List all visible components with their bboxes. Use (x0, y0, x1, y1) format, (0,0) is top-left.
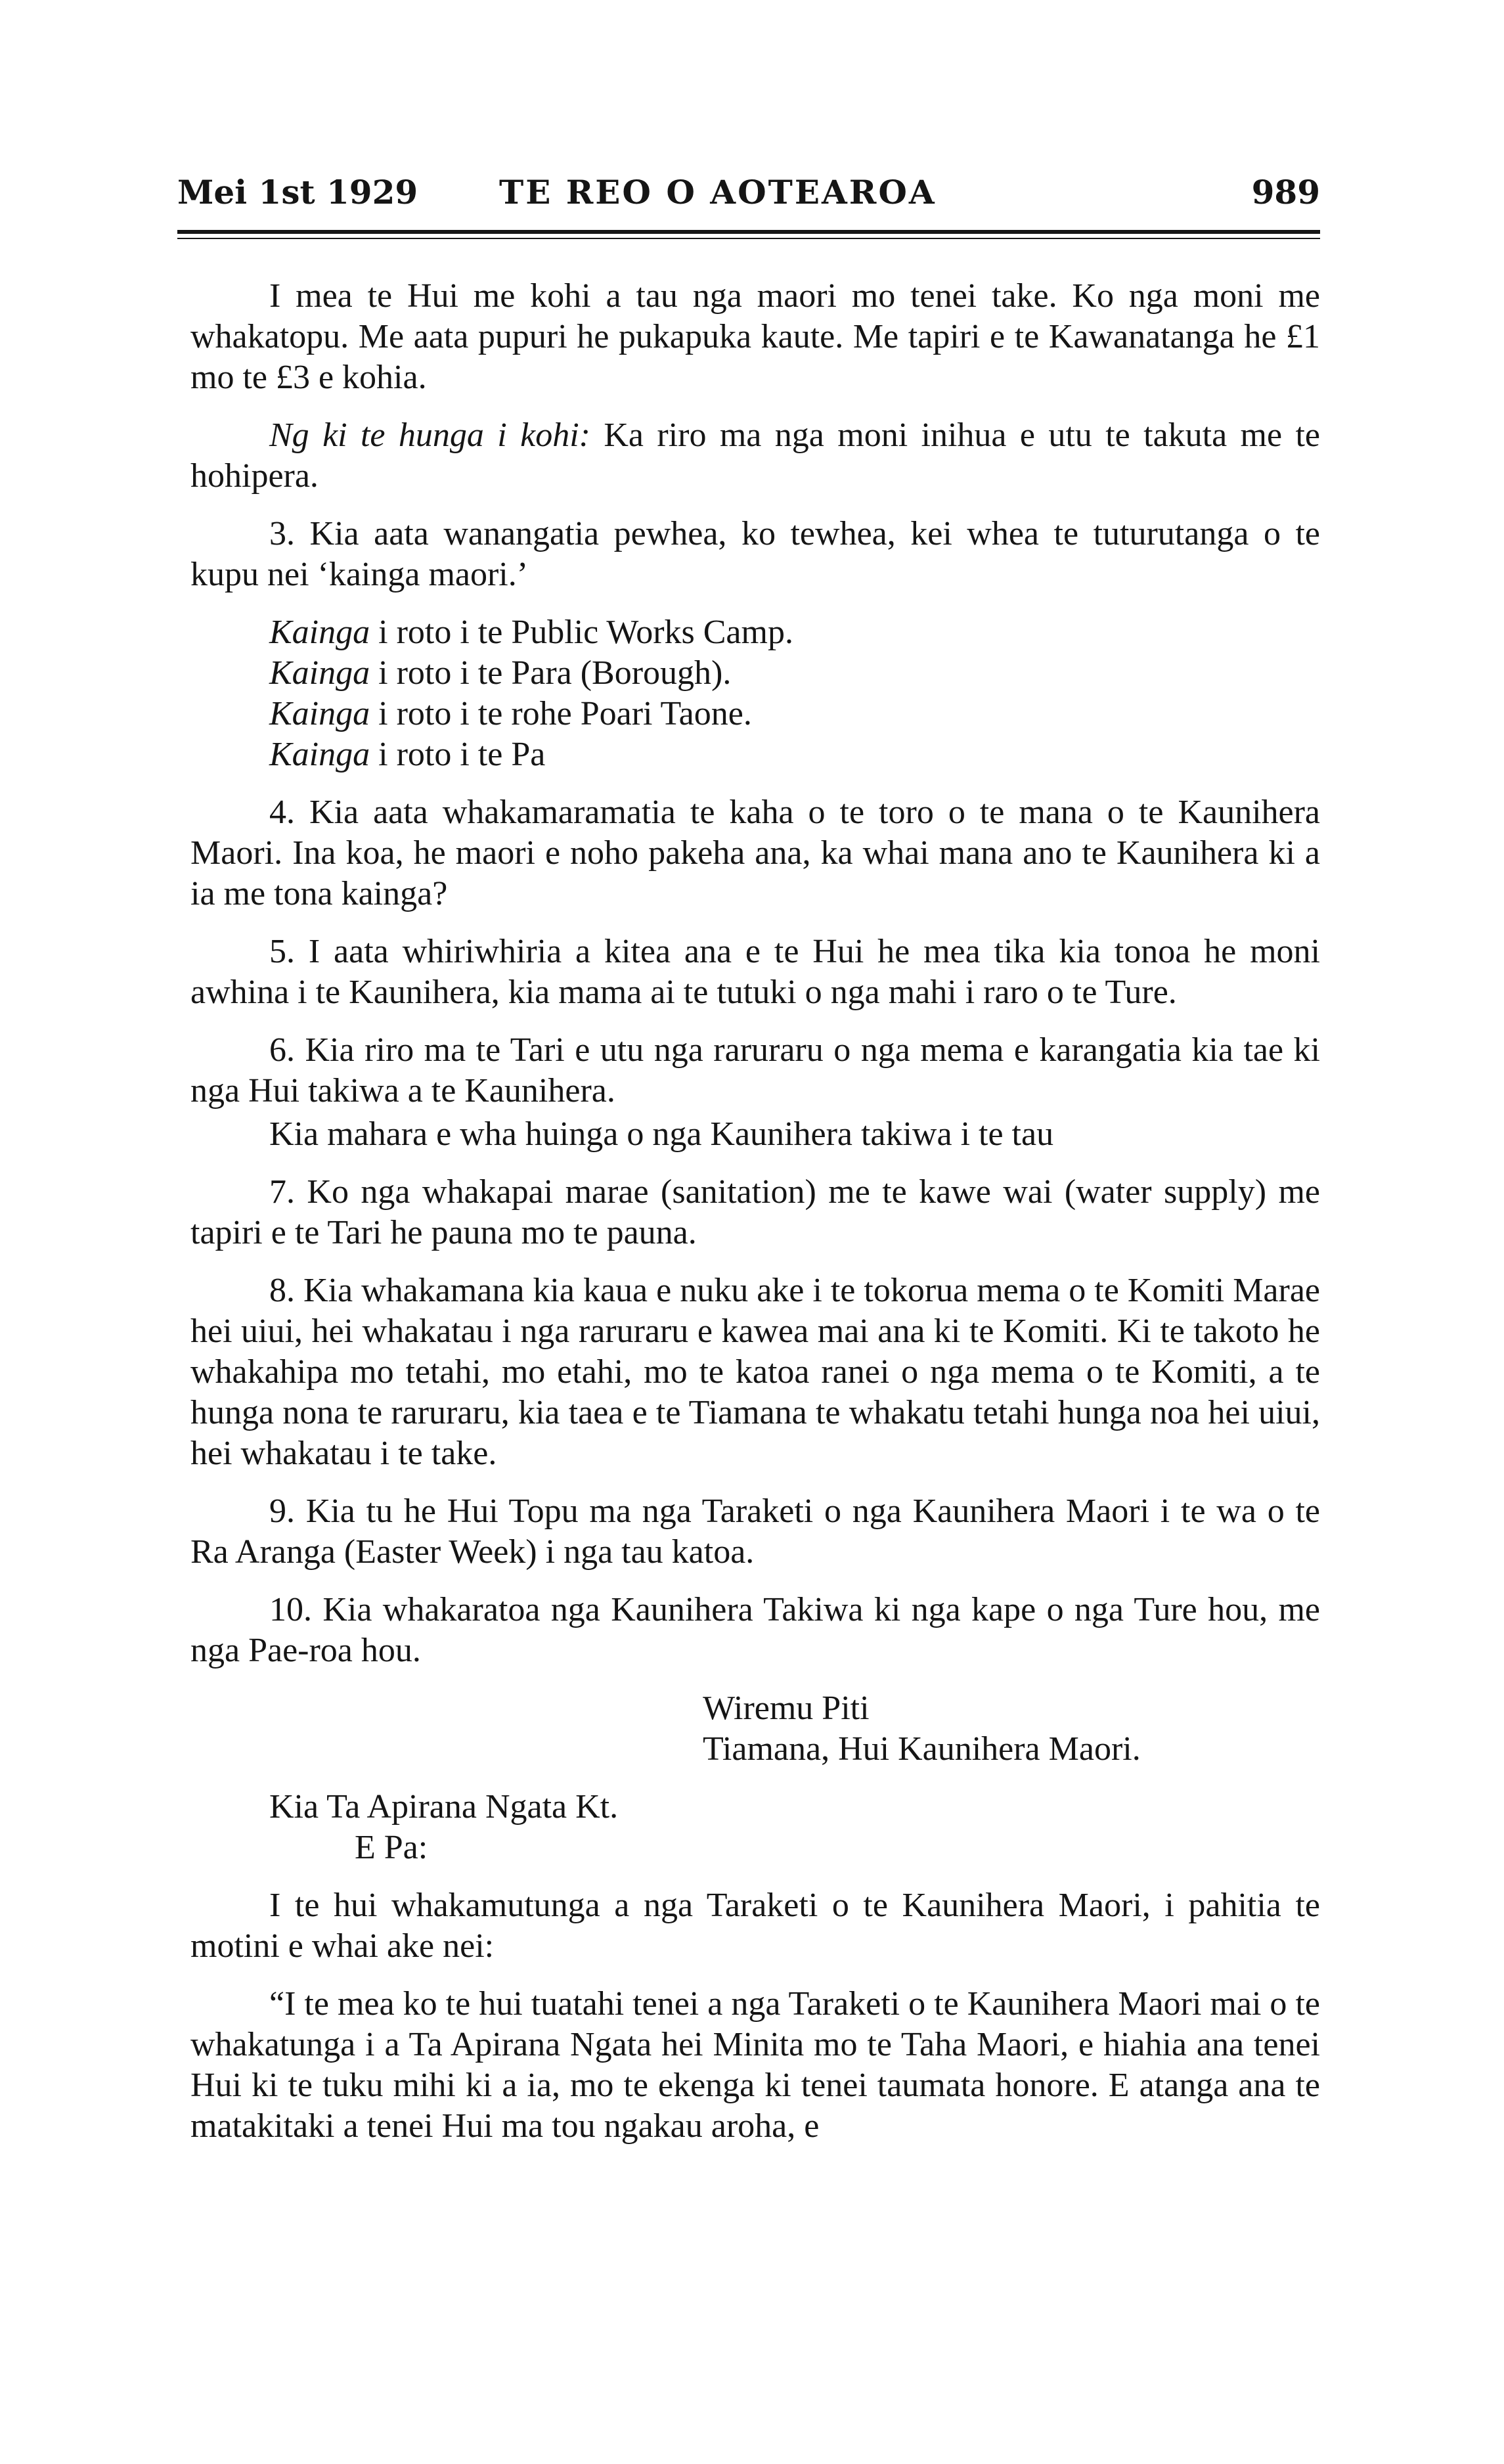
page-number: 989 (1251, 173, 1320, 212)
paragraph-6-note: Kia mahara e wha huinga o nga Kaunihera takiwa i te tau (269, 1115, 1054, 1153)
paragraph-2 (190, 415, 1320, 497)
paragraph-7: 7. Ko nga whakapai marae (sanitation) me te kawe wai (water supply) me tapiri e te Tari he pauna mo te pauna. (190, 1173, 1320, 1251)
salutation: E Pa: (355, 1829, 428, 1866)
header-rule-thin (177, 238, 1320, 239)
paragraph-4: 4. Kia aata whakamaramatia te kaha o te toro o te mana o te Kaunihera Maori. Ina koa, he maori e noho pakeha ana, ka whai mana ano te Kaunihera ki a ia me tona kainga? (190, 794, 1320, 912)
list-item: Kainga i roto i te Para (Borough). (269, 654, 732, 692)
paragraph-5: 5. I aata whiriwhiria a kitea ana e te Hui he mea tika kia tonoa he moni awhina i te Kaunihera, kia mama ai te tutuki o nga mahi i raro o te Ture. (190, 933, 1320, 1011)
signature-name: Wiremu Piti (703, 1690, 870, 1727)
paragraph-9: 9. Kia tu he Hui Topu ma nga Taraketi o nga Kaunihera Maori i te wa o te Ra Aranga (Easter Week) i nga tau katoa. (190, 1492, 1320, 1571)
issue-date: Mei 1st 1929 (177, 173, 418, 212)
paragraph-2-lead: Ng ki te hunga i kohi: (269, 416, 590, 454)
paragraph-8: 8. Kia whakamana kia kaua e nuku ake i te tokorua mema o te Komiti Marae hei uiui, hei whakatau i nga raruraru e kawea mai ana ki te Komiti. Ki te takoto he whakahipa mo tetahi, mo etahi, mo te katoa ranei o nga mema o te Komiti, a te hunga nona te raruraru, kia taea e te Tiamana te whakatu tetahi hunga noa hei uiui, hei whakatau i te take. (190, 1272, 1320, 1472)
list-item: Kainga i roto i te rohe Poari Taone. (269, 695, 752, 732)
kainga-list (190, 612, 1320, 775)
paragraph-10: 10. Kia whakaratoa nga Kaunihera Takiwa ki nga kape o nga Ture hou, me nga Pae-roa hou. (190, 1591, 1320, 1669)
signature-role: Tiamana, Hui Kaunihera Maori. (703, 1730, 1141, 1768)
paragraph-6: 6. Kia riro ma te Tari e utu nga raruraru o nga mema e karangatia kia tae ki nga Hui takiwa a te Kaunihera. (190, 1031, 1320, 1109)
publication-title: TE REO O AOTEAROA (499, 173, 937, 212)
list-item: Kainga i roto i te Public Works Camp. (269, 614, 793, 651)
paragraph-11: I te hui whakamutunga a nga Taraketi o te Kaunihera Maori, i pahitia te motini e whai ake nei: (190, 1887, 1320, 1965)
paragraph-3: 3. Kia aata wanangatia pewhea, ko tewhea, kei whea te tuturutanga o te kupu nei ‘kainga maori.’ (190, 515, 1320, 593)
addressee: Kia Ta Apirana Ngata Kt. (269, 1788, 619, 1826)
list-item: Kainga i roto i te Pa (269, 736, 546, 773)
paragraph-2-text: Ka riro ma nga moni inihua e utu te takuta me te hohipera. (190, 416, 1321, 495)
paragraph-12: “I te mea ko te hui tuatahi tenei a nga Taraketi o te Kaunihera Maori mai o te whakatunga i a Ta Apirana Ngata hei Minita mo te Taha Maori, e hiahia ana tenei Hui ki te tuku mihi ki a ia, mo te ekenga ki tenei taumata honore. E atanga ana te matakitaki a tenei Hui ma tou ngakau aroha, e (190, 1985, 1320, 2145)
letter-address (190, 1787, 1320, 1868)
signature-block (190, 1688, 1320, 1770)
header-rule-thick (177, 230, 1320, 234)
article-body (190, 276, 1320, 2164)
paragraph-1: I mea te Hui me kohi a tau nga maori mo tenei take. Ko nga moni me whakatopu. Me aata pupuri he pukapuka kaute. Me tapiri e te Kawanatanga he £1 mo te £3 e kohia. (190, 277, 1320, 396)
